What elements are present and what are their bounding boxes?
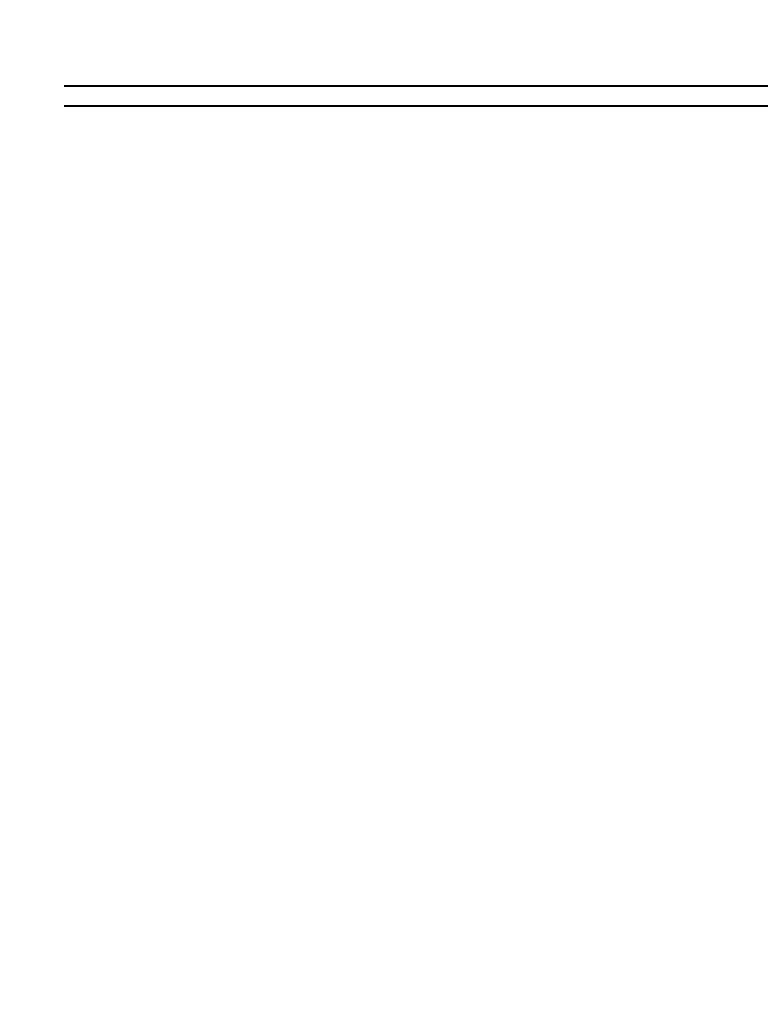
title-row	[64, 85, 768, 107]
journal-sheet	[64, 85, 768, 107]
